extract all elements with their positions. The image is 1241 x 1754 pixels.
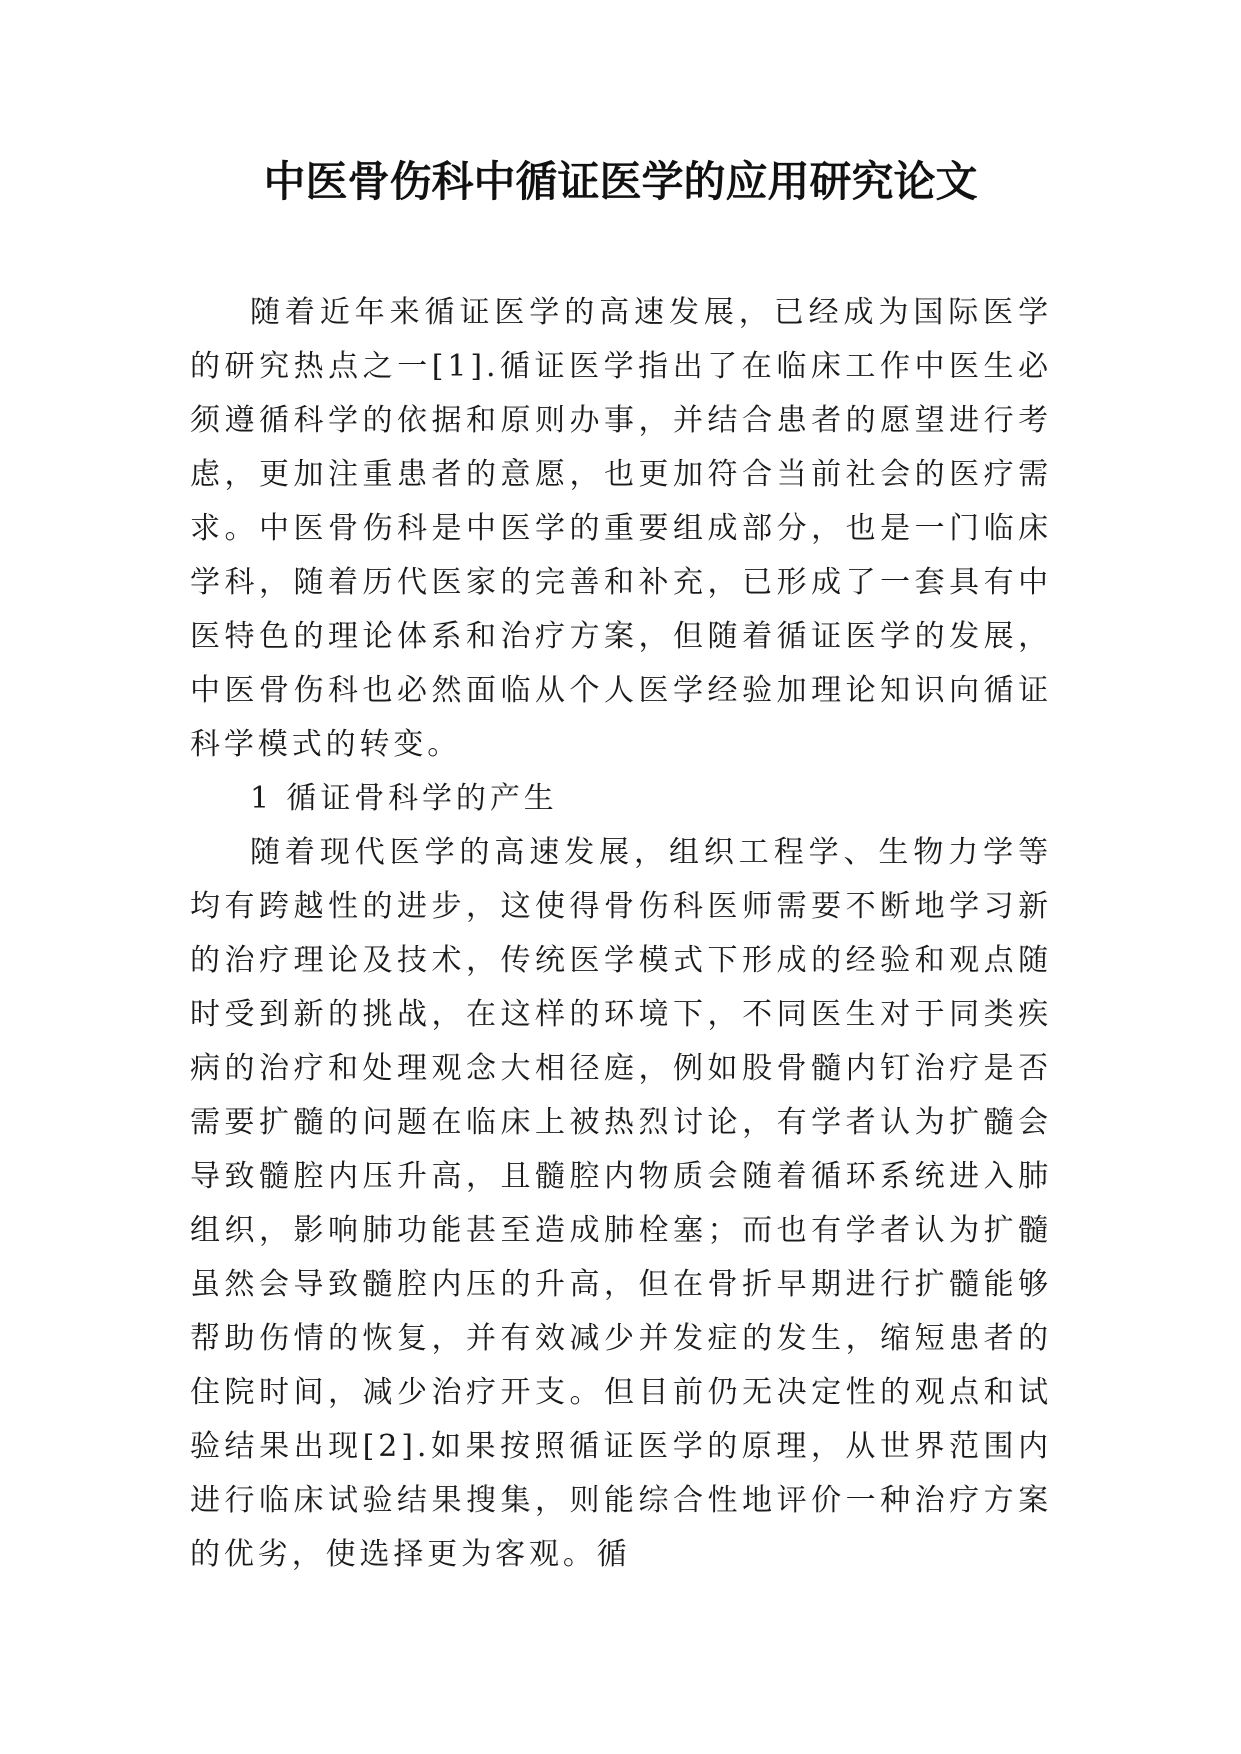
section-paragraph: 随着现代医学的高速发展，组织工程学、生物力学等均有跨越性的进步，这使得骨伤科医师需要不断地学习新的治疗理论及技术，传统医学模式下形成的经验和观点随时受到新的挑战，在这样的环境下，不同医生对于同类疾病的治疗和处理观念大相径庭，例如股骨髓内钉治疗是否需要扩髓的问题在临床上被热烈讨论，有学者认为扩髓会导致髓腔内压升高，且髓腔内物质会随着循环系统进入肺组织，影响肺功能甚至造成肺栓塞；而也有学者认为扩髓虽然会导致髓腔内压的升高，但在骨折早期进行扩髓能够帮助伤情的恢复，并有效减少并发症的发生，缩短患者的住院时间，减少治疗开支。但目前仍无决定性的观点和试验结果出现[2].如果按照循证医学的原理，从世界范围内进行临床试验结果搜集，则能综合性地评价一种治疗方案的优劣，使选择更为客观。循 <box>190 835 1052 1572</box>
document-body <box>190 286 1052 1582</box>
intro-paragraph: 随着近年来循证医学的高速发展，已经成为国际医学的研究热点之一[1].循证医学指出了在临床工作中医生必须遵循科学的依据和原则办事，并结合患者的愿望进行考虑，更加注重患者的意愿，也更加符合当前社会的医疗需求。中医骨伤科是中医学的重要组成部分，也是一门临床学科，随着历代医家的完善和补充，已形成了一套具有中医特色的理论体系和治疗方案，但随着循证医学的发展，中医骨伤科也必然面临从个人医学经验加理论知识向循证科学模式的转变。 <box>190 295 1052 762</box>
document-title: 中医骨伤科中循证医学的应用研究论文 <box>263 157 978 206</box>
section-heading: 1 循证骨科学的产生 <box>250 781 558 816</box>
